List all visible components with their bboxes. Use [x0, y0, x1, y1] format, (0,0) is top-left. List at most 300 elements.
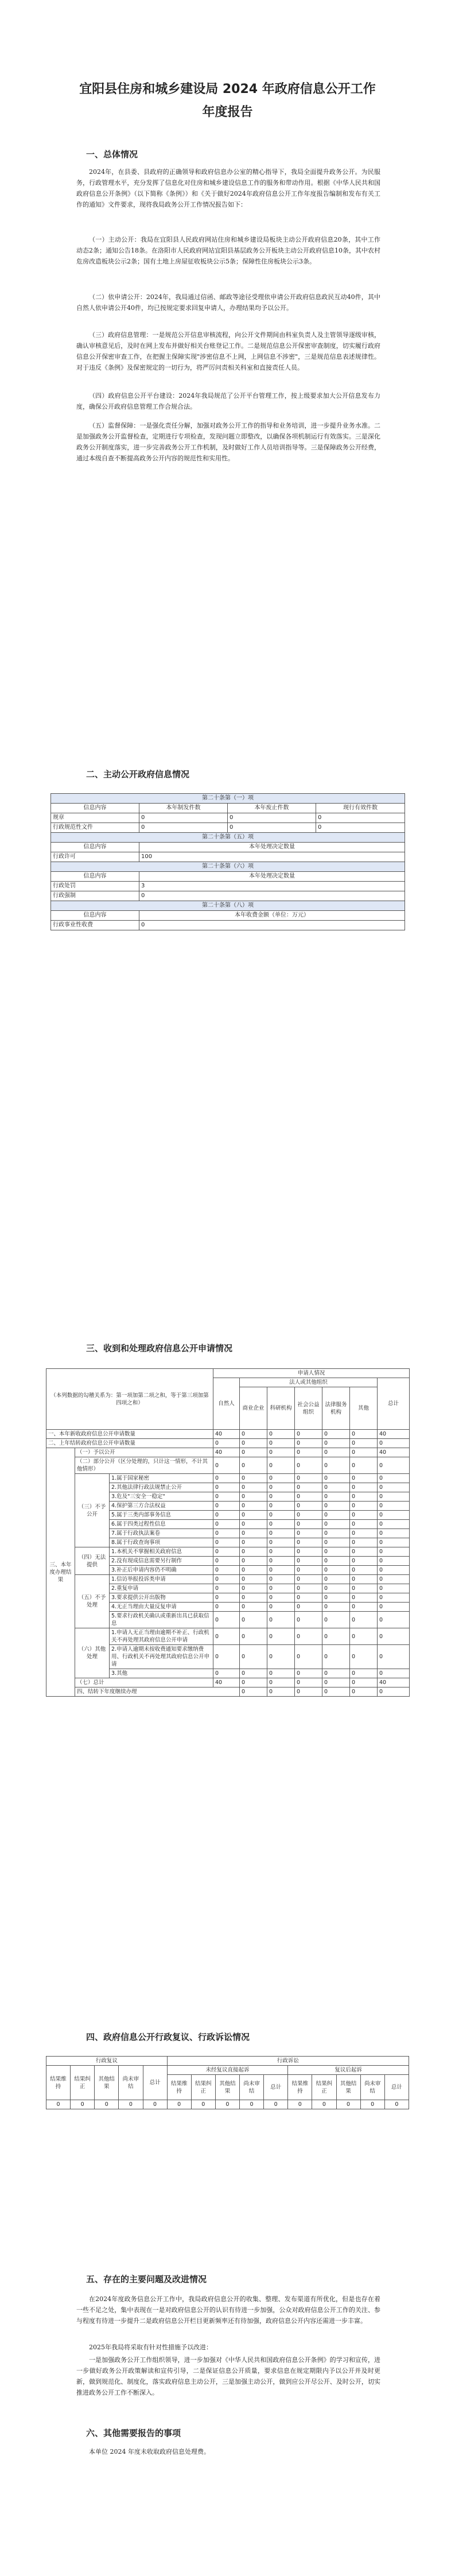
table-cell: 0	[240, 1584, 267, 1593]
table-cell: 科研机构	[267, 1387, 295, 1430]
table-cell: 0	[267, 1511, 295, 1520]
table-cell: 其他结果	[95, 2066, 119, 2100]
table-cell: 0	[350, 1678, 378, 1687]
table-cell: 0	[213, 1628, 240, 1645]
table-cell: 0	[240, 1511, 267, 1520]
table-cell: 4.无正当理由大量反复申请	[110, 1603, 213, 1612]
table-cell: 0	[378, 1483, 410, 1492]
table-cell: 0	[350, 1603, 378, 1612]
table-cell: 0	[267, 1593, 295, 1603]
table-cell: 0	[240, 1669, 267, 1678]
section-6-heading: 六、其他需要报告的事项	[86, 2428, 181, 2438]
table-cell: 0	[295, 1439, 322, 1448]
table-cell: 0	[378, 1557, 410, 1566]
table-cell: 0	[295, 1603, 322, 1612]
table-cell: 0	[213, 1557, 240, 1566]
table-cell: 0	[322, 1557, 350, 1566]
table-cell: 0	[213, 1593, 240, 1603]
table-cell: 信息内容	[51, 911, 139, 921]
table-cell: 0	[322, 1645, 350, 1669]
table-cell: 总计	[264, 2075, 288, 2100]
table-cell: 0	[267, 1474, 295, 1483]
table-cell: 0	[350, 1593, 378, 1603]
report-title-line2: 年度报告	[202, 105, 253, 119]
s1-para-6: （五）监督保障：一是强化责任分解，加强对政务公开工作的指导和业务培训，进一步提升业务水准。二是加强政务公开监督检查，定期进行专项检查，发现问题立即整改，以确保各项机制运行有效落实。三是深化政务公开制度落实，进一步完善政务公开工作机制，及时做好工作人员培训指导等。三是保障政务公开经费，通过本级自查不断提高政务公开内容的规范性和实用性。	[76, 422, 380, 462]
table-cell: 其他结果	[215, 2075, 239, 2100]
table-cell: 3.其他	[110, 1669, 213, 1678]
table-cell: 0	[378, 1566, 410, 1575]
table-cell: 0	[143, 2100, 167, 2109]
table-cell: 0	[240, 1678, 267, 1687]
table-cell: 0	[350, 1547, 378, 1557]
table-cell: 0	[378, 1439, 410, 1448]
table-row	[51, 921, 405, 930]
table-cell: 0	[267, 1483, 295, 1492]
table-cell: 0	[295, 1669, 322, 1678]
table-cell: 0	[264, 2100, 288, 2109]
table-cell: 0	[295, 1511, 322, 1520]
table-cell: 40	[378, 1430, 410, 1439]
table-cell: 结果纠正	[191, 2075, 215, 2100]
art20-1-header: 第二十条第（一）项	[51, 794, 405, 804]
table-cell: 社会公益组织	[295, 1387, 322, 1430]
table-cell: 0	[267, 1645, 295, 1669]
table-cell: 0	[350, 1575, 378, 1584]
table-cell: 0	[295, 1575, 322, 1584]
section-2-heading: 二、主动公开政府信息情况	[86, 769, 190, 779]
s5-para-3: 一是加强政务公开工作组织领导，进一步加强对《中华人民共和国政府信息公开条例》的学习和宣传，进一步做好政务公开政策解读和宣传引导，二是保证信息公开质量，要求信息在规定期限内予以公开并及时更新，做到规范化、制度化，落实政府信息主动公开，三是加强主动公开，做到应公开尽公开、及时公开，切实推进政务公开工作不断深入。	[76, 2356, 380, 2396]
table-cell: 其他	[350, 1387, 378, 1430]
table-cell: 0	[316, 823, 405, 833]
table-cell: 0	[295, 1566, 322, 1575]
table-cell: 0	[213, 1538, 240, 1547]
table-cell: 尚未审结	[360, 2075, 384, 2100]
table-cell: 法人或其他组织	[240, 1378, 378, 1387]
table-cell: 0	[295, 1645, 322, 1669]
table-cell: 0	[322, 1593, 350, 1603]
table-cell: 0	[213, 1529, 240, 1538]
table-cell: 0	[240, 1474, 267, 1483]
table-cell: 0	[240, 1547, 267, 1557]
table-cell: 0	[240, 1603, 267, 1612]
table-cell: 2.重复申请	[110, 1584, 213, 1593]
table-cell: 本年处理决定数量	[139, 872, 405, 882]
table-cell: 3	[139, 882, 405, 891]
table-cell: 0	[322, 1612, 350, 1628]
table-cell: 0	[350, 1457, 378, 1474]
table-cell: 0	[322, 1511, 350, 1520]
table-cell: 0	[213, 1439, 240, 1448]
table-cell: 行政处罚	[51, 882, 139, 891]
table-cell: 0	[295, 1483, 322, 1492]
table-cell: 0	[240, 1520, 267, 1529]
table-cell: 0	[295, 1457, 322, 1474]
table-cell: 0	[350, 1687, 378, 1697]
table-cell: 0	[228, 823, 316, 833]
table-cell: 0	[240, 1538, 267, 1547]
table-cell: 0	[240, 1612, 267, 1628]
table-cell: 0	[267, 1603, 295, 1612]
table-cell: 0	[378, 1603, 410, 1612]
table-cell: 总计	[384, 2075, 409, 2100]
table-cell: 三、本年度办理结果	[46, 1448, 75, 1697]
table-cell: 结果纠正	[71, 2066, 95, 2100]
table-cell: 8.属于行政查询事项	[110, 1538, 213, 1547]
table-cell: 0	[350, 1483, 378, 1492]
s5-para-2: 2025年我局将采取有针对性措施予以改进：	[89, 2344, 212, 2351]
table-cell: 本年收费金额（单位：万元）	[139, 911, 405, 921]
table-row	[46, 1687, 410, 1697]
table-cell: 40	[213, 1678, 240, 1687]
table-cell: 0	[295, 1502, 322, 1511]
table-cell: 0	[322, 1492, 350, 1502]
table-cell: 0	[378, 1575, 410, 1584]
table-cell: 0	[350, 1645, 378, 1669]
table-cell: 自然人	[213, 1378, 240, 1430]
table-cell: 40	[213, 1448, 240, 1457]
table-cell: 0	[267, 1529, 295, 1538]
table-cell: 0	[295, 1678, 322, 1687]
art20-5-header: 第二十条第（五）项	[51, 833, 405, 843]
table-cell: 0	[240, 1566, 267, 1575]
table-cell: 0	[350, 1430, 378, 1439]
table-cell: 二、上年结转政府信息公开申请数量	[46, 1439, 213, 1448]
table-cell: 0	[240, 1430, 267, 1439]
table-cell: 2.其他法律行政法规禁止公开	[110, 1483, 213, 1492]
table-cell: 0	[350, 1439, 378, 1448]
table-cell: 0	[350, 1502, 378, 1511]
table-cell: 一、本年新收政府信息公开申请数量	[46, 1430, 213, 1439]
table-cell: 0	[295, 1448, 322, 1457]
table-cell: 0	[378, 1492, 410, 1502]
table-cell: 0	[350, 1557, 378, 1566]
table-cell: （六）其他处理	[75, 1628, 110, 1678]
table-cell: 0	[336, 2100, 360, 2109]
table-row	[46, 1439, 410, 1448]
table-cell: 行政诉讼	[167, 2057, 409, 2066]
art20-6-header: 第二十条第（六）项	[51, 862, 405, 872]
table-cell: 0	[213, 1474, 240, 1483]
table-cell: 0	[322, 1439, 350, 1448]
table-cell: 0	[378, 1474, 410, 1483]
table-cell: 1.信访举报投诉类申请	[110, 1575, 213, 1584]
table-cell: 0	[295, 1520, 322, 1529]
table-cell: 0	[295, 1687, 322, 1697]
table-cell: 0	[240, 1529, 267, 1538]
table-cell: 0	[267, 1628, 295, 1645]
table-cell: 申请人情况	[213, 1369, 410, 1378]
table-cell: 结果维持	[167, 2075, 191, 2100]
table-cell: 0	[267, 1575, 295, 1584]
table-cell: 0	[167, 2100, 191, 2109]
table-cell: 0	[322, 1457, 350, 1474]
table-cell: 0	[322, 1628, 350, 1645]
table-cell: 0	[378, 1520, 410, 1529]
section-1-heading: 一、总体情况	[86, 149, 138, 160]
section-5-heading: 五、存在的主要问题及改进情况	[86, 2274, 207, 2284]
table-cell: 0	[240, 1687, 267, 1697]
table-row	[46, 1575, 410, 1584]
s1-para-1: 2024年，在县委、县政府的正确领导和政府信息办公室的精心指导下，我局全面提升政务公开。为民服务，行政管理水平，充分发挥了信息化对住房和城乡建设信息工作的服务和带动作用。根据《中华人民共和国政府信息公开条例》（以下简称《条例》）和《关于做好2024年政府信息公开工作年度报告编制和发布有关工作的通知》文件要求，现将我局政务公开工作情况报告如下：	[76, 168, 380, 208]
table-cell: 0	[240, 1483, 267, 1492]
table-cell: 结果纠正	[312, 2075, 336, 2100]
table-cell: 0	[139, 813, 228, 823]
table-row	[46, 1448, 410, 1457]
table-cell: 0	[350, 1520, 378, 1529]
table-cell: 四、结转下年度继续办理	[75, 1687, 240, 1697]
table-cell: 0	[350, 1448, 378, 1457]
s1-para-5: （四）政府信息公开平台建设：2024年我局规范了公开平台管理工作，按上级要求加大公开信息发布力度，确保公开政府信息管理工作合规合法。	[76, 392, 380, 410]
table-cell: 0	[350, 1566, 378, 1575]
table-cell: 100	[139, 852, 405, 862]
table-cell: 0	[322, 1566, 350, 1575]
table-cell: 0	[350, 1511, 378, 1520]
table-cell: 0	[267, 1547, 295, 1557]
table-cell: 0	[240, 1645, 267, 1669]
table-cell: 0	[322, 1474, 350, 1483]
table-cell: 0	[139, 921, 405, 930]
table-cell: 未经复议直接起诉	[167, 2066, 288, 2075]
table-cell: 0	[267, 1612, 295, 1628]
table-cell: 0	[213, 1492, 240, 1502]
table-cell: 3.危及"三安全一稳定"	[110, 1492, 213, 1502]
table-cell: 0	[213, 1612, 240, 1628]
s6-para-1: 本单位 2024 年度未收取政府信息处理费。	[89, 2448, 210, 2455]
table-cell: 0	[378, 1457, 410, 1474]
table-cell: 0	[322, 1430, 350, 1439]
table-cell: 0	[350, 1538, 378, 1547]
table-cell: 本年处理决定数量	[139, 843, 405, 852]
table-cell: 0	[322, 1575, 350, 1584]
table-cell: 5.属于三类内部事务信息	[110, 1511, 213, 1520]
section-3-heading: 三、收到和处理政府信息公开申请情况	[86, 1343, 233, 1353]
table-cell: 0	[213, 1566, 240, 1575]
table-cell: 0	[378, 1511, 410, 1520]
table-cell: 0	[378, 1502, 410, 1511]
table-cell: 1.申请人无正当理由逾期不补正、行政机关不再处理其政府信息公开申请	[110, 1628, 213, 1645]
table-cell: 0	[213, 1511, 240, 1520]
table-cell: 规章	[51, 813, 139, 823]
table-cell: 0	[350, 1612, 378, 1628]
table-cell: 0	[322, 1483, 350, 1492]
table-cell: 40	[213, 1430, 240, 1439]
table-cell: 0	[384, 2100, 409, 2109]
table-cell: 0	[295, 1492, 322, 1502]
table-cell: 复议后起诉	[288, 2066, 409, 2075]
table-row	[51, 813, 405, 823]
table-cell: 总计	[378, 1378, 410, 1430]
table-cell: 0	[240, 1593, 267, 1603]
table-cell: 0	[350, 1584, 378, 1593]
table-cell: 0	[240, 1557, 267, 1566]
table-cell: （四）无法提供	[75, 1547, 110, 1575]
table-cell: 行政强制	[51, 891, 139, 901]
table-row	[46, 1678, 410, 1687]
table-cell: 0	[213, 1575, 240, 1584]
table-cell: 1.本机关不掌握相关政府信息	[110, 1547, 213, 1557]
table-cell: 0	[350, 1492, 378, 1502]
table-row	[46, 1628, 410, 1645]
table-cell: 0	[288, 2100, 312, 2109]
table-cell: 0	[295, 1529, 322, 1538]
table-cell: 0	[46, 2100, 71, 2109]
table-cell: 结果维持	[288, 2075, 312, 2100]
table-cell: （三）不予公开	[75, 1474, 110, 1547]
proactive-disclosure-table	[50, 793, 405, 930]
table-cell: 7.属于行政执法案卷	[110, 1529, 213, 1538]
table-cell: 0	[295, 1593, 322, 1603]
s1-para-4: （三）政府信息管理：一是规范公开信息审核流程，向公开文件期间由科室负责人及主管领导逐级审核，确认审核意见后，及时在网上发布并做好相关台账登记工作。二是规范信息公开保密审查制度，切实履行政府信息公开保密审查工作，在把握主保障实现"涉密信息不上网，上网信息不涉密"，三是规范信息表述规律性。对于违反《条例》及保密规定的一切行为，将严厉问责相关科室和直接责任人员。	[76, 331, 380, 371]
table-cell: 结果维持	[46, 2066, 71, 2100]
table-row	[51, 882, 405, 891]
col-made: 本年制发件数	[139, 804, 228, 813]
table-cell: 0	[95, 2100, 119, 2109]
table-cell: 行政复议	[46, 2057, 168, 2066]
table-cell: 2.没有现成信息需要另行制作	[110, 1557, 213, 1566]
table-cell: 0	[322, 1547, 350, 1557]
table-cell: 0	[267, 1439, 295, 1448]
table-cell: 0	[267, 1502, 295, 1511]
table-cell: 0	[213, 1547, 240, 1557]
section-4-heading: 四、政府信息公开行政复议、行政诉讼情况	[86, 2032, 250, 2042]
report-title-line1: 宜阳县住房和城乡建设局 2024 年政府信息公开工作	[79, 82, 376, 96]
table-row	[51, 823, 405, 833]
s5-para-1: 在2024年度政务信息公开工作中，我局政府信息公开的收集、整理、发布渠道有所优化，但是也存在着一些不足之处，集中表现在一是对政府信息公开的认识有待进一步加强，公众对政府信息公开工作的关注、参与程度有待进一步提升二是政府信息公开栏目更新频率还有待加强，政府信息公开内容还需进一步丰富。	[76, 2295, 380, 2325]
table-cell: 0	[213, 1669, 240, 1678]
table-cell: （一）予以公开	[75, 1448, 213, 1457]
table-cell: 0	[240, 1575, 267, 1584]
table-cell: 行政规范性文件	[51, 823, 139, 833]
table-cell: 0	[240, 1502, 267, 1511]
table-cell: 行政事业性收费	[51, 921, 139, 930]
table-cell: 0	[378, 1645, 410, 1669]
table-row	[46, 2100, 409, 2109]
table-cell: 0	[322, 1603, 350, 1612]
table-cell: 0	[322, 1669, 350, 1678]
table-cell: 0	[378, 1547, 410, 1557]
table-cell: 0	[213, 1520, 240, 1529]
table-cell: 0	[322, 1687, 350, 1697]
table-cell: 0	[322, 1584, 350, 1593]
table-cell: 0	[295, 1628, 322, 1645]
col-content: 信息内容	[51, 804, 139, 813]
table-cell: （二）部分公开（区分处理的，只计这一情形，不计其他情形）	[75, 1457, 213, 1474]
table-cell: 0	[267, 1669, 295, 1678]
table-cell: 0	[267, 1457, 295, 1474]
table-cell: 0	[267, 1430, 295, 1439]
table-cell: 0	[240, 1628, 267, 1645]
table-cell: 0	[139, 823, 228, 833]
table-cell: 0	[295, 1474, 322, 1483]
table-cell: 0	[213, 1502, 240, 1511]
col-valid: 现行有效件数	[316, 804, 405, 813]
table-cell: （五）不予处理	[75, 1575, 110, 1628]
table-cell: 0	[213, 1584, 240, 1593]
table-cell: 0	[139, 891, 405, 901]
table-cell: 0	[378, 1538, 410, 1547]
table-cell: 0	[295, 1557, 322, 1566]
table-cell: 0	[240, 1457, 267, 1474]
table-cell: 0	[191, 2100, 215, 2109]
table-cell: 0	[295, 1538, 322, 1547]
table-cell: 0	[378, 1628, 410, 1645]
table-cell: （七）总计	[75, 1678, 213, 1687]
table-cell: 40	[378, 1678, 410, 1687]
table-cell: 0	[322, 1448, 350, 1457]
table-cell: 3.补正后申请内容仍不明确	[110, 1566, 213, 1575]
table-row	[46, 1547, 410, 1557]
table-cell: 0	[378, 1584, 410, 1593]
table-row	[46, 1457, 410, 1474]
table-cell: 0	[119, 2100, 143, 2109]
table-cell: 0	[267, 1557, 295, 1566]
review-lawsuit-table	[46, 2056, 409, 2109]
table-cell: 0	[267, 1584, 295, 1593]
s1-para-3: （二）依申请公开：2024年，我局通过信函、邮政等途径受理依申请公开政府信息政民互动40件，其中自然人依申请公开40件，均已按规定要求回复申请人，办理结果均予以公开。	[76, 293, 380, 312]
table-cell: 0	[267, 1678, 295, 1687]
table-cell: 4.保护第三方合法权益	[110, 1502, 213, 1511]
table-cell: 0	[350, 1529, 378, 1538]
table-cell: 0	[350, 1474, 378, 1483]
table-cell: 40	[378, 1448, 410, 1457]
table-row	[51, 891, 405, 901]
table-cell: 0	[240, 1492, 267, 1502]
table-cell: 0	[312, 2100, 336, 2109]
table-cell: 0	[228, 813, 316, 823]
table-cell: 0	[267, 1520, 295, 1529]
table-cell: 0	[267, 1492, 295, 1502]
table-cell: 0	[350, 1669, 378, 1678]
table-cell: 0	[316, 813, 405, 823]
table-cell: 0	[378, 1612, 410, 1628]
table-cell: 5.要求行政机关确认或重新出具已获取信息	[110, 1612, 213, 1628]
table-cell: 0	[322, 1538, 350, 1547]
table-cell: 0	[213, 1645, 240, 1669]
table-cell: 2.申请人逾期未按收费通知要求缴纳费用、行政机关不再处理其政府信息公开申请	[110, 1645, 213, 1669]
application-handling-table	[46, 1368, 410, 1697]
table-cell: 0	[267, 1687, 295, 1697]
table-cell: 0	[213, 1483, 240, 1492]
table-cell: 0	[240, 1439, 267, 1448]
table-cell: 0	[71, 2100, 95, 2109]
table-cell: 0	[378, 1669, 410, 1678]
table-cell: 0	[295, 1612, 322, 1628]
art20-8-header: 第二十条第（八）项	[51, 901, 405, 911]
table-cell: 信息内容	[51, 872, 139, 882]
table-cell: 0	[267, 1538, 295, 1547]
table-cell: 0	[267, 1566, 295, 1575]
table-cell: 0	[267, 1448, 295, 1457]
table-cell: 0	[322, 1529, 350, 1538]
table-cell: 商业企业	[240, 1387, 267, 1430]
table-cell: 0	[240, 1448, 267, 1457]
table-cell: 总计	[143, 2066, 167, 2100]
table-cell: 6.属于四类过程性信息	[110, 1520, 213, 1529]
table-cell: 0	[378, 1529, 410, 1538]
table-cell: 0	[295, 1430, 322, 1439]
table-cell: 行政许可	[51, 852, 139, 862]
table-cell: 3.要求提供公开出版物	[110, 1593, 213, 1603]
table-row	[46, 1430, 410, 1439]
table-cell: 尚未审结	[240, 2075, 264, 2100]
table-cell: 0	[378, 1593, 410, 1603]
table-cell: 0	[322, 1520, 350, 1529]
table-cell: 0	[213, 1603, 240, 1612]
table-row	[46, 1474, 410, 1483]
s1-para-2: （一）主动公开：我局在宜阳县人民政府网站住房和城乡建设局板块主动公开政府信息20条，其中工作动态2条；通知公告18条。在洛阳市人民政府网站宜阳县基层政务公开板块主动公开政府信息10条，其中农村危房改造板块公示2条；国有土地上房屋征收板块公示5条；保障性住房板块公示3条。	[76, 236, 380, 265]
col-abolished: 本年废止件数	[228, 804, 316, 813]
table-cell: 法律服务机构	[322, 1387, 350, 1430]
